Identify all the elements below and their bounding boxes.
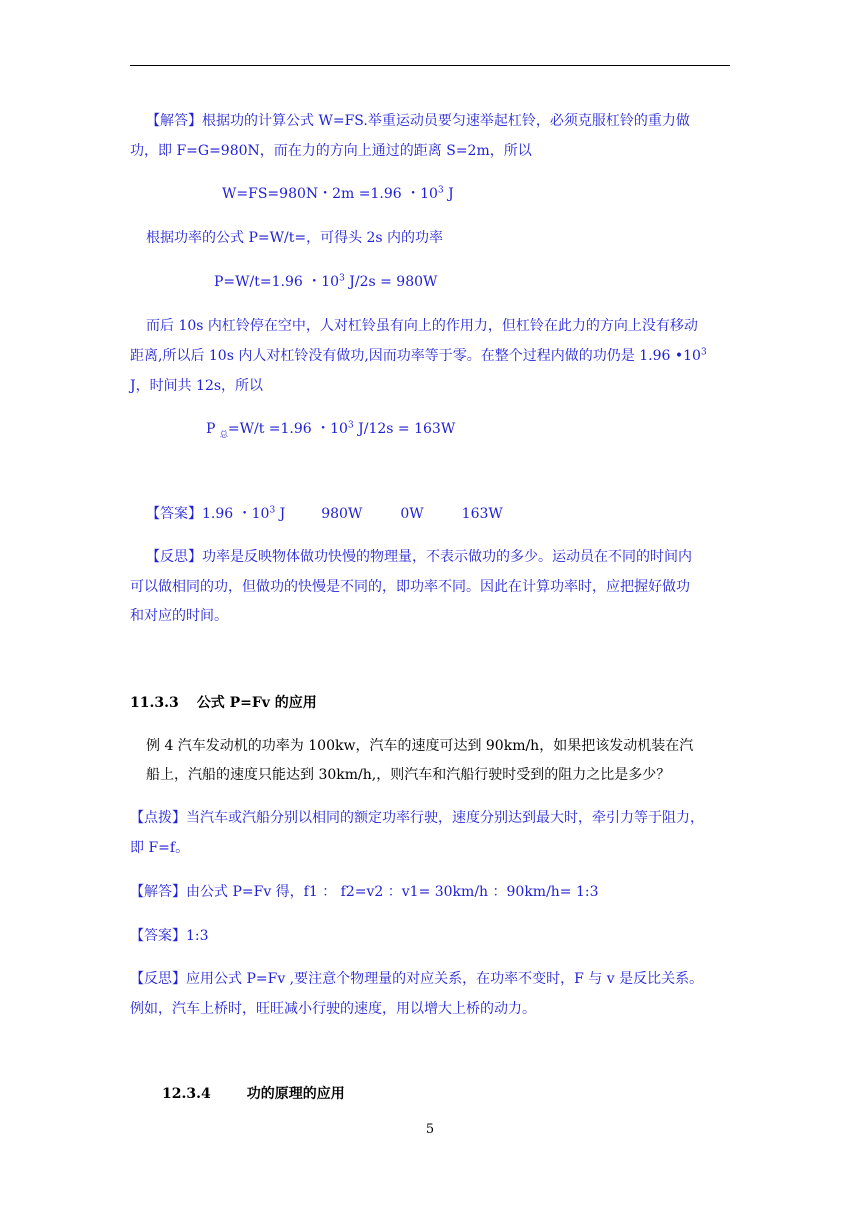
answer-2-tag: 【答案】 xyxy=(130,928,186,944)
hint-line-2: 即 F=f。 xyxy=(130,840,190,856)
reflection-2-line-2: 例如，汽车上桥时，旺旺减小行驶的速度，用以增大上桥的动力。 xyxy=(130,1001,536,1017)
reflection-1-line-2: 可以做相同的功，但做功的快慢是不同的，即功率不同。因此在计算功率时，应把握好做功 xyxy=(130,579,690,595)
reflection-1-line-1: 【反思】功率是反映物体做功快慢的物理量，不表示做功的多少。运动员在不同的时间内 xyxy=(146,549,692,565)
reflection-2-tag: 【反思】 xyxy=(130,971,186,987)
para-line-3: J，时间共 12s，所以 xyxy=(130,378,264,394)
answer-summary-tag: 【答案】 xyxy=(146,506,202,522)
power-intro: 根据功率的公式 P=W/t=，可得头 2s 内的功率 xyxy=(146,230,444,246)
equation-power-2s: P=W/t=1.96 ・$10^3$ J/2s = 980W xyxy=(214,273,438,290)
answer-tag: 【解答】 xyxy=(146,113,202,129)
example-4-line-1: 例 4 汽车发动机的功率为 100kw，汽车的速度可达到 90km/h，如果把该发动机装在汽 xyxy=(146,738,694,754)
hint-tag: 【点拨】 xyxy=(130,810,186,826)
para-line-1: 而后 10s 内杠铃停在空中，人对杠铃虽有向上的作用力，但杠铃在此力的方向上没有移动 xyxy=(146,318,698,334)
equation-power-total: P $_总$=W/t =1.96 ・$10^3$ J/12s = 163W xyxy=(206,420,456,439)
answer-line-2: 功，即 F=G=980N，而在力的方向上通过的距离 S=2m，所以 xyxy=(130,143,532,159)
header-rule xyxy=(130,65,730,66)
hint-line-1: 【点拨】当汽车或汽船分别以相同的额定功率行驶，速度分别达到最大时，牵引力等于阻力， xyxy=(130,810,704,826)
answer-2: 【答案】1:3 xyxy=(130,928,209,944)
equation-work: W=FS=980N・2m =1.96 ・$10^3$ J xyxy=(222,185,454,202)
answer-line-1: 【解答】根据功的计算公式 W=FS.举重运动员要匀速举起杠铃，必须克服杠铃的重力做 xyxy=(146,113,690,129)
solution-2: 【解答】由公式 P=Fv 得，f1 ： f2=v2 ：v1= 30km/h ：90km/h= 1:3 xyxy=(130,884,599,900)
reflection-tag: 【反思】 xyxy=(146,549,202,565)
example-4-line-2: 船上，汽船的速度只能达到 30km/h,，则汽车和汽船行驶时受到的阻力之比是多少？ xyxy=(146,767,671,783)
reflection-2-line-1: 【反思】应用公式 P=Fv ,要注意个物理量的对应关系，在功率不变时，F 与 v 是反比关系。 xyxy=(130,971,704,987)
section-heading-12-3-4: 12.3.4 功的原理的应用 xyxy=(162,1086,345,1102)
answer-summary: 【答案】1.96 ・$10^3$ J 980W 0W 163W xyxy=(146,505,503,522)
reflection-1-line-3: 和对应的时间。 xyxy=(130,608,228,624)
solution-2-tag: 【解答】 xyxy=(130,884,186,900)
section-heading-11-3-3: 11.3.3 公式 P=Fv 的应用 xyxy=(130,695,317,711)
page-number: 5 xyxy=(425,1122,435,1137)
para-line-2: 距离,所以后 10s 内人对杠铃没有做功,因而功率等于零。在整个过程内做的功仍是 1.96 $•10^3$ xyxy=(130,347,707,364)
